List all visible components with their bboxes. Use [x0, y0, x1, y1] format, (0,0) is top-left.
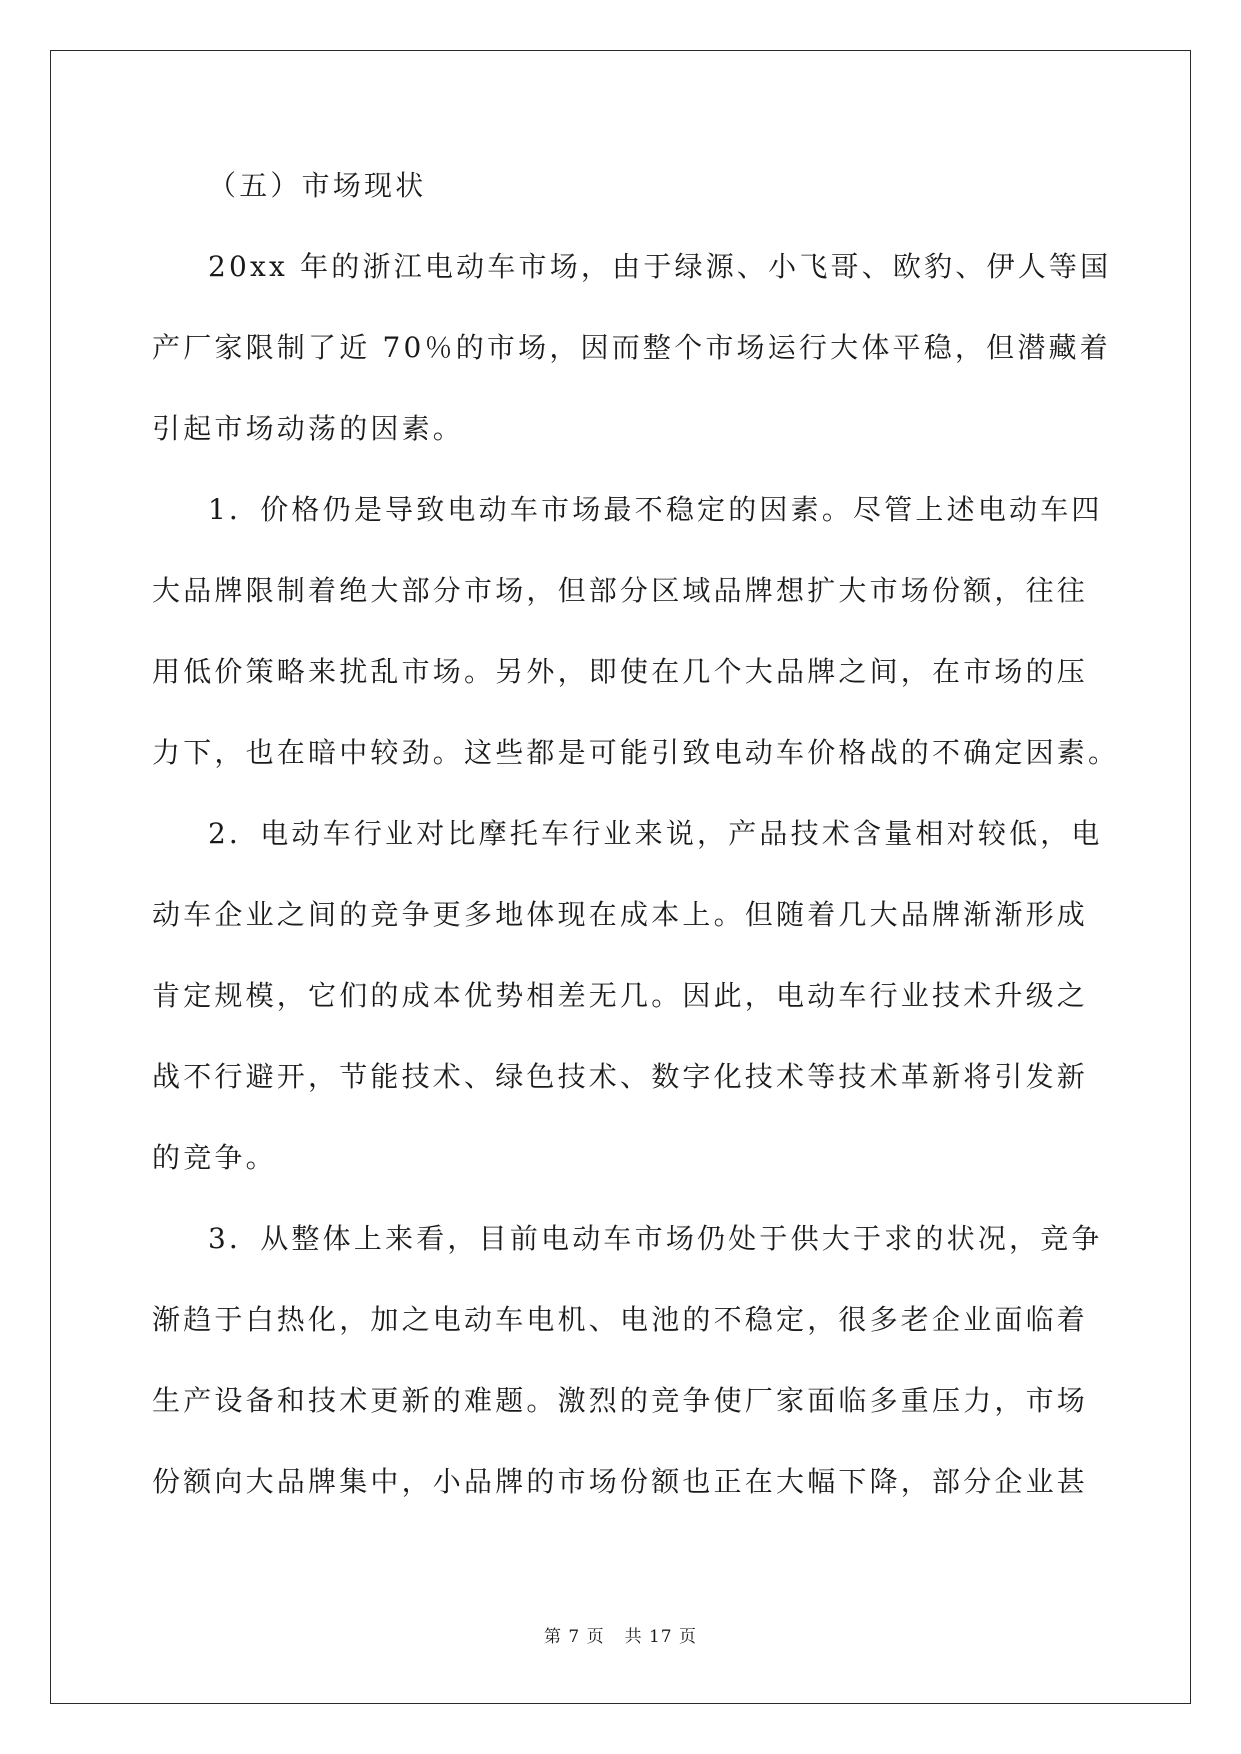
page-footer — [0, 1622, 1241, 1647]
paragraph-line: 大品牌限制着绝大部分市场，但部分区域品牌想扩大市场份额，往往 — [152, 574, 1089, 607]
paragraph-line: 用低价策略来扰乱市场。另外，即使在几个大品牌之间，在市场的压 — [152, 655, 1089, 688]
paragraph-line: 力下，也在暗中较劲。这些都是可能引致电动车价格战的不确定因素。 — [152, 736, 1120, 769]
page-number-total: 共 17 页 — [624, 1627, 698, 1647]
paragraph-line: 战不行避开，节能技术、绿色技术、数字化技术等技术革新将引发新 — [152, 1060, 1089, 1093]
paragraph-line: 1．价格仍是导致电动车市场最不稳定的因素。尽管上述电动车四 — [208, 493, 1103, 526]
paragraph-line: 产厂家限制了近 70％的市场，因而整个市场运行大体平稳，但潜藏着 — [152, 331, 1111, 364]
paragraph-line: 渐趋于白热化，加之电动车电机、电池的不稳定，很多老企业面临着 — [152, 1303, 1089, 1336]
section-heading: （五）市场现状 — [208, 169, 427, 202]
document-body — [152, 165, 1120, 1542]
paragraph-line: 的竞争。 — [152, 1141, 277, 1174]
paragraph-line: 引起市场动荡的因素。 — [152, 412, 465, 445]
page-number-current: 第 7 页 — [543, 1627, 605, 1647]
paragraph-line: 生产设备和技术更新的难题。激烈的竞争使厂家面临多重压力，市场 — [152, 1384, 1089, 1417]
paragraph-line: 肯定规模，它们的成本优势相差无几。因此，电动车行业技术升级之 — [152, 979, 1089, 1012]
paragraph-line: 份额向大品牌集中，小品牌的市场份额也正在大幅下降，部分企业甚 — [152, 1465, 1089, 1498]
paragraph-line: 20xx 年的浙江电动车市场，由于绿源、小飞哥、欧豹、伊人等国 — [208, 250, 1112, 283]
paragraph-line: 动车企业之间的竞争更多地体现在成本上。但随着几大品牌渐渐形成 — [152, 898, 1089, 931]
paragraph-line: 2．电动车行业对比摩托车行业来说，产品技术含量相对较低，电 — [208, 817, 1103, 850]
paragraph-line: 3．从整体上来看，目前电动车市场仍处于供大于求的状况，竞争 — [208, 1222, 1103, 1255]
